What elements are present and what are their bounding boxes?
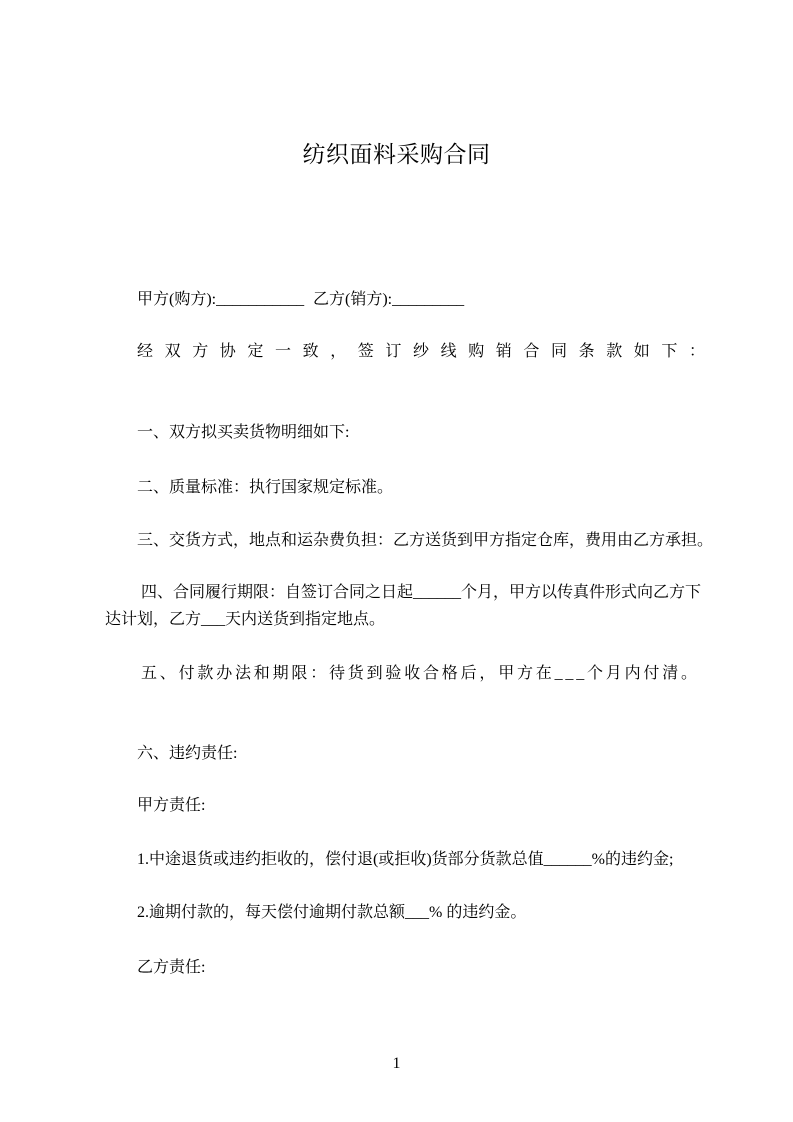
page-number: 1 xyxy=(392,1055,401,1072)
clause-quality-standard: 二、质量标准：执行国家规定标准。 xyxy=(137,479,394,496)
party-a-liability-heading: 甲方责任: xyxy=(137,797,206,814)
seller-party-line: 乙方(销方):_________ xyxy=(313,291,465,308)
clause-liability-heading: 六、违约责任: xyxy=(137,745,238,762)
buyer-party-line: 甲方(购方):___________ xyxy=(137,291,305,308)
clause-goods-details: 一、双方拟买卖货物明细如下: xyxy=(137,424,350,441)
party-a-liability-item: 1.中途退货或违约拒收的，偿付退(或拒收)货部分货款总值______%的违约金; xyxy=(137,851,674,868)
clause-contract-term-line-1: 四、合同履行期限：自签订合同之日起______个月，甲方以传真件形式向乙方下 xyxy=(141,584,702,601)
party-a-liability-item: 2.逾期付款的，每天偿付逾期付款总额___% 的违约金。 xyxy=(137,904,527,921)
party-b-liability-heading: 乙方责任: xyxy=(137,959,206,976)
document-title: 纺织面料采购合同 xyxy=(302,142,491,168)
contract-preamble: 经双方协定一致，签订纱线购销合同条款如下： xyxy=(137,343,717,360)
clause-payment: 五、付款办法和期限：待货到验收合格后，甲方在___个月内付清。 xyxy=(141,665,700,682)
clause-contract-term-line-2: 达计划，乙方___天内送货到指定地点。 xyxy=(105,611,386,628)
clause-delivery: 三、交货方式，地点和运杂费负担：乙方送货到甲方指定仓库，费用由乙方承担。 xyxy=(137,532,714,549)
